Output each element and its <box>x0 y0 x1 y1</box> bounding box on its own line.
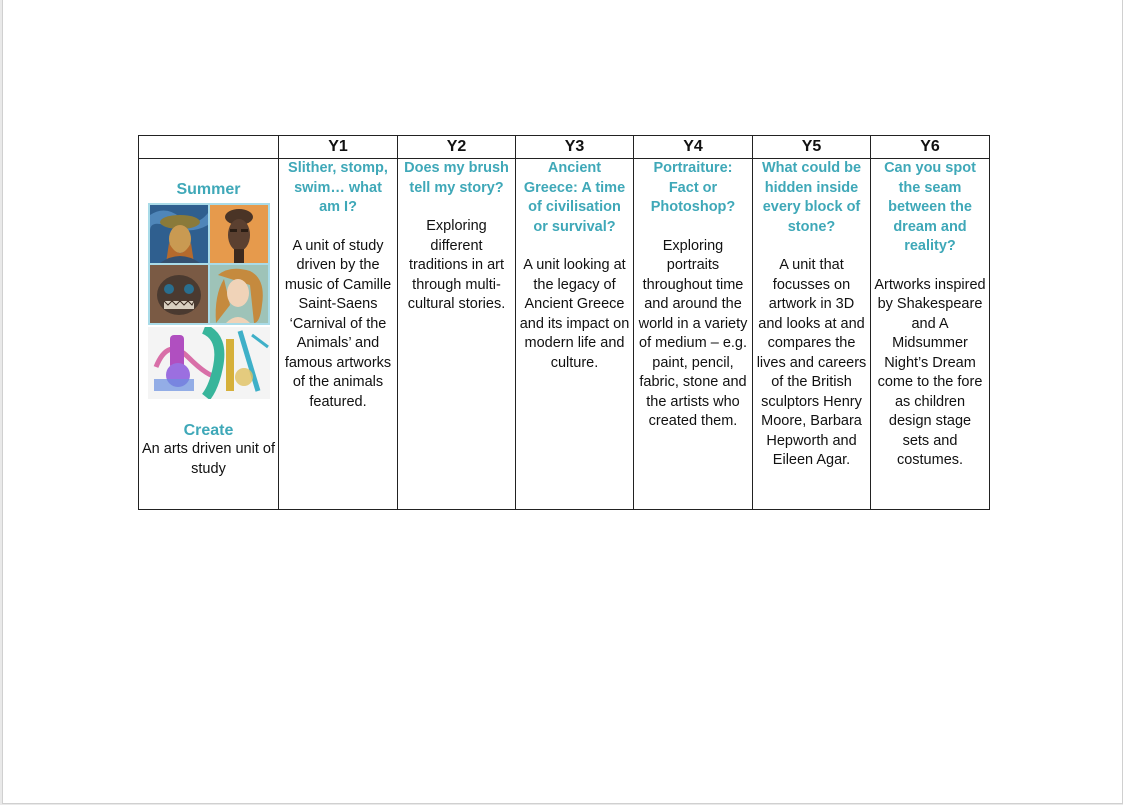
unit-title: Slither, stomp, swim… what am I? <box>288 160 388 215</box>
unit-description: Exploring portraits throughout time and around the world in a variety of medium – e.g. paint, pencil, fabric, stone and the artists who created them. <box>638 237 748 429</box>
header-y2: Y2 <box>398 136 516 159</box>
term-cell <box>139 159 279 510</box>
unit-cell-y1 <box>279 159 398 510</box>
unit-description: A unit of study driven by the music of Camille Saint-Saens ‘Carnival of the Animals’ and famous artworks of the animals featured. <box>284 237 392 410</box>
header-row <box>139 136 990 159</box>
unit-cell-y3 <box>516 159 634 510</box>
unit-cell-y2 <box>398 159 516 510</box>
unit-title: Ancient Greece: A time of civilisation or survival? <box>523 160 626 235</box>
curriculum-table <box>138 135 990 510</box>
portrait-painting-image <box>150 205 208 263</box>
unit-cell-y4 <box>634 159 753 510</box>
mode-description: An arts driven unit of study <box>142 441 275 477</box>
header-y5: Y5 <box>753 136 871 159</box>
unit-description: A unit that focusses on artwork in 3D and looks at and compares the lives and careers of the British sculptors Henry Moore, Barbara Hepworth and Eileen Agar. <box>756 257 867 468</box>
unit-title: What could be hidden inside every block of stone? <box>761 160 862 235</box>
header-y4: Y4 <box>634 136 753 159</box>
musical-instruments-image <box>148 327 270 399</box>
venus-painting-image <box>210 265 268 323</box>
unit-cell-y6 <box>871 159 990 510</box>
header-corner-cell <box>139 136 279 159</box>
season-label: Summer <box>176 181 241 198</box>
summer-row <box>139 159 990 510</box>
mode-label: Create <box>183 421 234 439</box>
unit-title: Does my brush tell my story? <box>404 160 509 196</box>
header-y1: Y1 <box>279 136 398 159</box>
unit-description: Artworks inspired by Shakespeare and A Midsummer Night’s Dream come to the fore as children design stage sets and costumes. <box>874 276 986 468</box>
mask-sculpture-image <box>210 205 268 263</box>
unit-description: Exploring different traditions in art through multi-cultural stories. <box>407 218 506 312</box>
document-page <box>2 0 1123 804</box>
header-y3: Y3 <box>516 136 634 159</box>
unit-cell-y5 <box>753 159 871 510</box>
unit-title: Portraiture: Fact or Photoshop? <box>650 160 736 215</box>
unit-title: Can you spot the seam between the dream and reality? <box>884 160 976 254</box>
guardian-lion-image <box>150 265 208 323</box>
art-collage-image <box>148 203 270 325</box>
header-y6: Y6 <box>871 136 990 159</box>
unit-description: A unit looking at the legacy of Ancient Greece and its impact on modern life and culture. <box>519 257 630 371</box>
